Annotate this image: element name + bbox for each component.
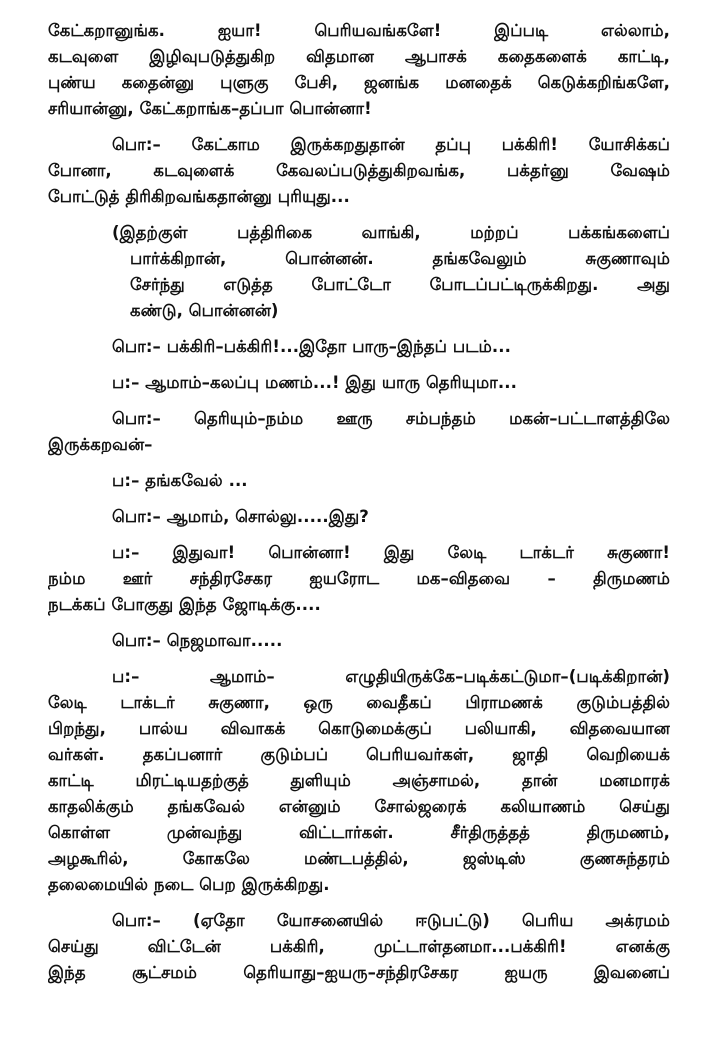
text-line: பொ:– நெஜமாவா..... [112,631,283,650]
text-line: (இதற்குள் பத்திரிகை வாங்கி, மற்றப் பக்கங்களைப் [112,223,670,242]
text-line: கொள்ள முன்வந்து விட்டார்கள். சீர்திருத்தத் திருமணம், [48,823,670,842]
text-line: இருக்கறவன்– [48,435,153,454]
text-line: பொ:– பக்கிரி–பக்கிரி!...இதோ பாரு–இந்தப் படம்... [112,337,511,356]
text-line: தலைமையில் நடை பெற இருக்கிறது. [48,875,330,894]
text-line: செய்து விட்டேன் பக்கிரி, முட்டாள்தனமா...பக்கிரி! எனக்கு [48,937,670,956]
text-line: வர்கள். தகப்பனார் குடும்பப் பெரியவர்கள், ஜாதி வெறியைக் [48,745,670,764]
text-line: ப:– ஆமாம்–கலப்பு மணம்...! இது யாரு தெரியுமா... [112,373,517,392]
text-line: காதலிக்கும் தங்கவேல் என்னும் சோல்ஜரைக் கலியாணம் செய்து [48,797,670,816]
text-line: கடவுளை இழிவுபடுத்துகிற விதமான ஆபாசக் கதைகளைக் காட்டி, [48,47,670,66]
text-line: நம்ம ஊர் சந்திரசேகர ஐயரோட மக–விதவை – திருமணம் [48,569,670,588]
text-line: அழகூரில், கோகலே மண்டபத்தில், ஜஸ்டிஸ் குணசுந்தரம் [48,849,670,868]
text-line: சேர்ந்து எடுத்த போட்டோ போடப்பட்டிருக்கிறது. அது [130,275,670,294]
text-line: போட்டுத் திரிகிறவங்கதான்னு புரியுது... [48,187,350,206]
text-line: கேட்கறானுங்க. ஐயா! பெரியவங்களே! இப்படி எல்லாம், [48,21,670,40]
text-line: பொ:– கேட்காம இருக்கறதுதான் தப்பு பக்கிரி! யோசிக்கப் [112,135,670,154]
text-line: புண்ய கதைன்னு புளுகு பேசி, ஜனங்க மனதைக் கெடுக்கறிங்களே, [48,73,670,92]
text-line: பிறந்து, பால்ய விவாகக் கொடுமைக்குப் பலியாகி, விதவையான [48,719,670,738]
text-line: பார்க்கிறான், பொன்னன். தங்கவேலும் சுகுணாவும் [130,249,670,268]
text-line: கண்டு, பொன்னன்) [130,301,279,320]
text-line: லேடி டாக்டர் சுகுணா, ஒரு வைதீகப் பிராமணக் குடும்பத்தில் [48,693,670,712]
text-line: நடக்கப் போகுது இந்த ஜோடிக்கு.... [48,595,321,614]
text-line: சரியான்னு, கேட்கறாங்க–தப்பா பொன்னா! [48,99,372,118]
text-line: பொ:– ஆமாம், சொல்லு.....இது? [112,507,369,526]
text-line: போனா, கடவுளைக் கேவலப்படுத்துகிறவங்க, பக்தர்னு வேஷம் [48,161,670,180]
text-line: ப:– ஆமாம்– எழுதியிருக்கே–படிக்கட்டுமா–(படிக்கிறான்) [112,667,670,686]
text-line: ப:– தங்கவேல் ... [112,471,248,490]
text-line: ப:– இதுவா! பொன்னா! இது லேடி டாக்டர் சுகுணா! [112,543,670,562]
text-line: பொ:– (ஏதோ யோசனையில் ஈடுபட்டு) பெரிய அக்ரமம் [112,911,670,930]
text-line: காட்டி மிரட்டியதற்குத் துளியும் அஞ்சாமல், தான் மனமாரக் [48,771,670,790]
text-line: பொ:– தெரியும்–நம்ம ஊரு சம்பந்தம் மகன்–பட்டாளத்திலே [112,409,670,428]
text-line: இந்த சூட்சமம் தெரியாது–ஐயரு–சந்திரசேகர ஐயரு இவனைப் [48,963,670,982]
